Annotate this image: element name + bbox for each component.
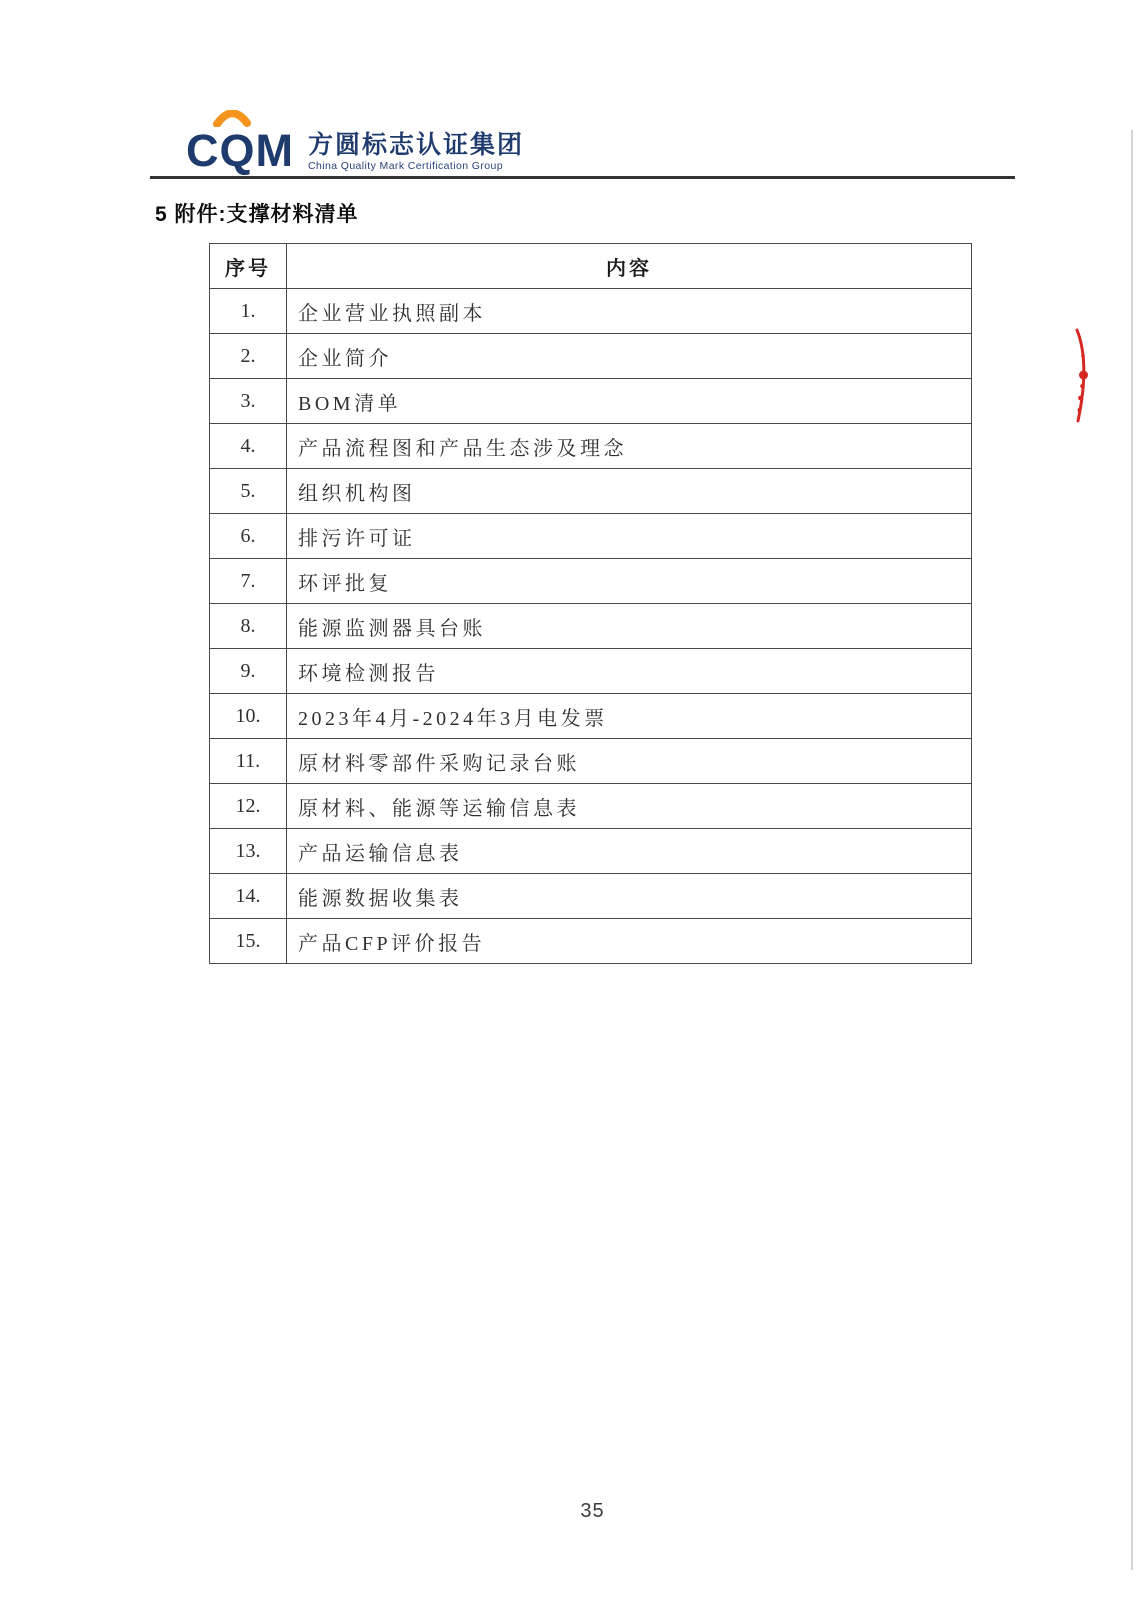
row-content: 环境检测报告: [287, 649, 972, 694]
row-num: 15.: [210, 919, 287, 964]
row-content: 能源数据收集表: [287, 874, 972, 919]
row-num: 3.: [210, 379, 287, 424]
row-content: 原材料零部件采购记录台账: [287, 739, 972, 784]
red-pen-mark: [1070, 328, 1092, 429]
row-num: 10.: [210, 694, 287, 739]
row-num: 8.: [210, 604, 287, 649]
row-num: 1.: [210, 289, 287, 334]
section-title: 5 附件:支撑材料清单: [155, 203, 359, 226]
row-num: 14.: [210, 874, 287, 919]
row-content: 排污许可证: [287, 514, 972, 559]
col-header-num: 序号: [210, 244, 287, 289]
table-row: [210, 694, 972, 739]
row-content: 产品运输信息表: [287, 829, 972, 874]
logo-mark: [186, 110, 294, 176]
logo-name-cn: 方圆标志认证集团: [308, 130, 525, 159]
row-num: 11.: [210, 739, 287, 784]
page-number: 35: [580, 1500, 605, 1522]
row-content: 企业简介: [287, 334, 972, 379]
table-row: [210, 874, 972, 919]
row-content: 能源监测器具台账: [287, 604, 972, 649]
table-row: [210, 379, 972, 424]
row-num: 5.: [210, 469, 287, 514]
row-content: 2023年4月-2024年3月电发票: [287, 694, 972, 739]
table-header-row: [210, 244, 972, 289]
row-num: 4.: [210, 424, 287, 469]
row-content: 产品CFP评价报告: [287, 919, 972, 964]
row-num: 12.: [210, 784, 287, 829]
logo-arc-icon: [213, 110, 251, 132]
header-divider: [150, 176, 1015, 179]
row-content: 产品流程图和产品生态涉及理念: [287, 424, 972, 469]
table-row: [210, 784, 972, 829]
row-num: 9.: [210, 649, 287, 694]
row-content: 企业营业执照副本: [287, 289, 972, 334]
scan-edge-artifact: [1131, 130, 1133, 1570]
table-row: [210, 604, 972, 649]
logo-text: [308, 132, 524, 173]
row-content: 环评批复: [287, 559, 972, 604]
table-row: [210, 739, 972, 784]
row-num: 6.: [210, 514, 287, 559]
row-content: BOM清单: [287, 379, 972, 424]
cqm-logo: [186, 110, 525, 176]
logo-name-en: China Quality Mark Certification Group: [308, 160, 503, 172]
table-row: [210, 514, 972, 559]
row-content: 组织机构图: [287, 469, 972, 514]
row-num: 7.: [210, 559, 287, 604]
row-content: 原材料、能源等运输信息表: [287, 784, 972, 829]
table-row: [210, 919, 972, 964]
table-row: [210, 289, 972, 334]
table-row: [210, 469, 972, 514]
table-row: [210, 334, 972, 379]
materials-table: [209, 243, 972, 964]
table-row: [210, 649, 972, 694]
table-row: [210, 424, 972, 469]
table-row: [210, 829, 972, 874]
row-num: 13.: [210, 829, 287, 874]
logo-acronym: CQM: [186, 125, 294, 176]
col-header-content: 内容: [287, 244, 972, 289]
row-num: 2.: [210, 334, 287, 379]
table-row: [210, 559, 972, 604]
